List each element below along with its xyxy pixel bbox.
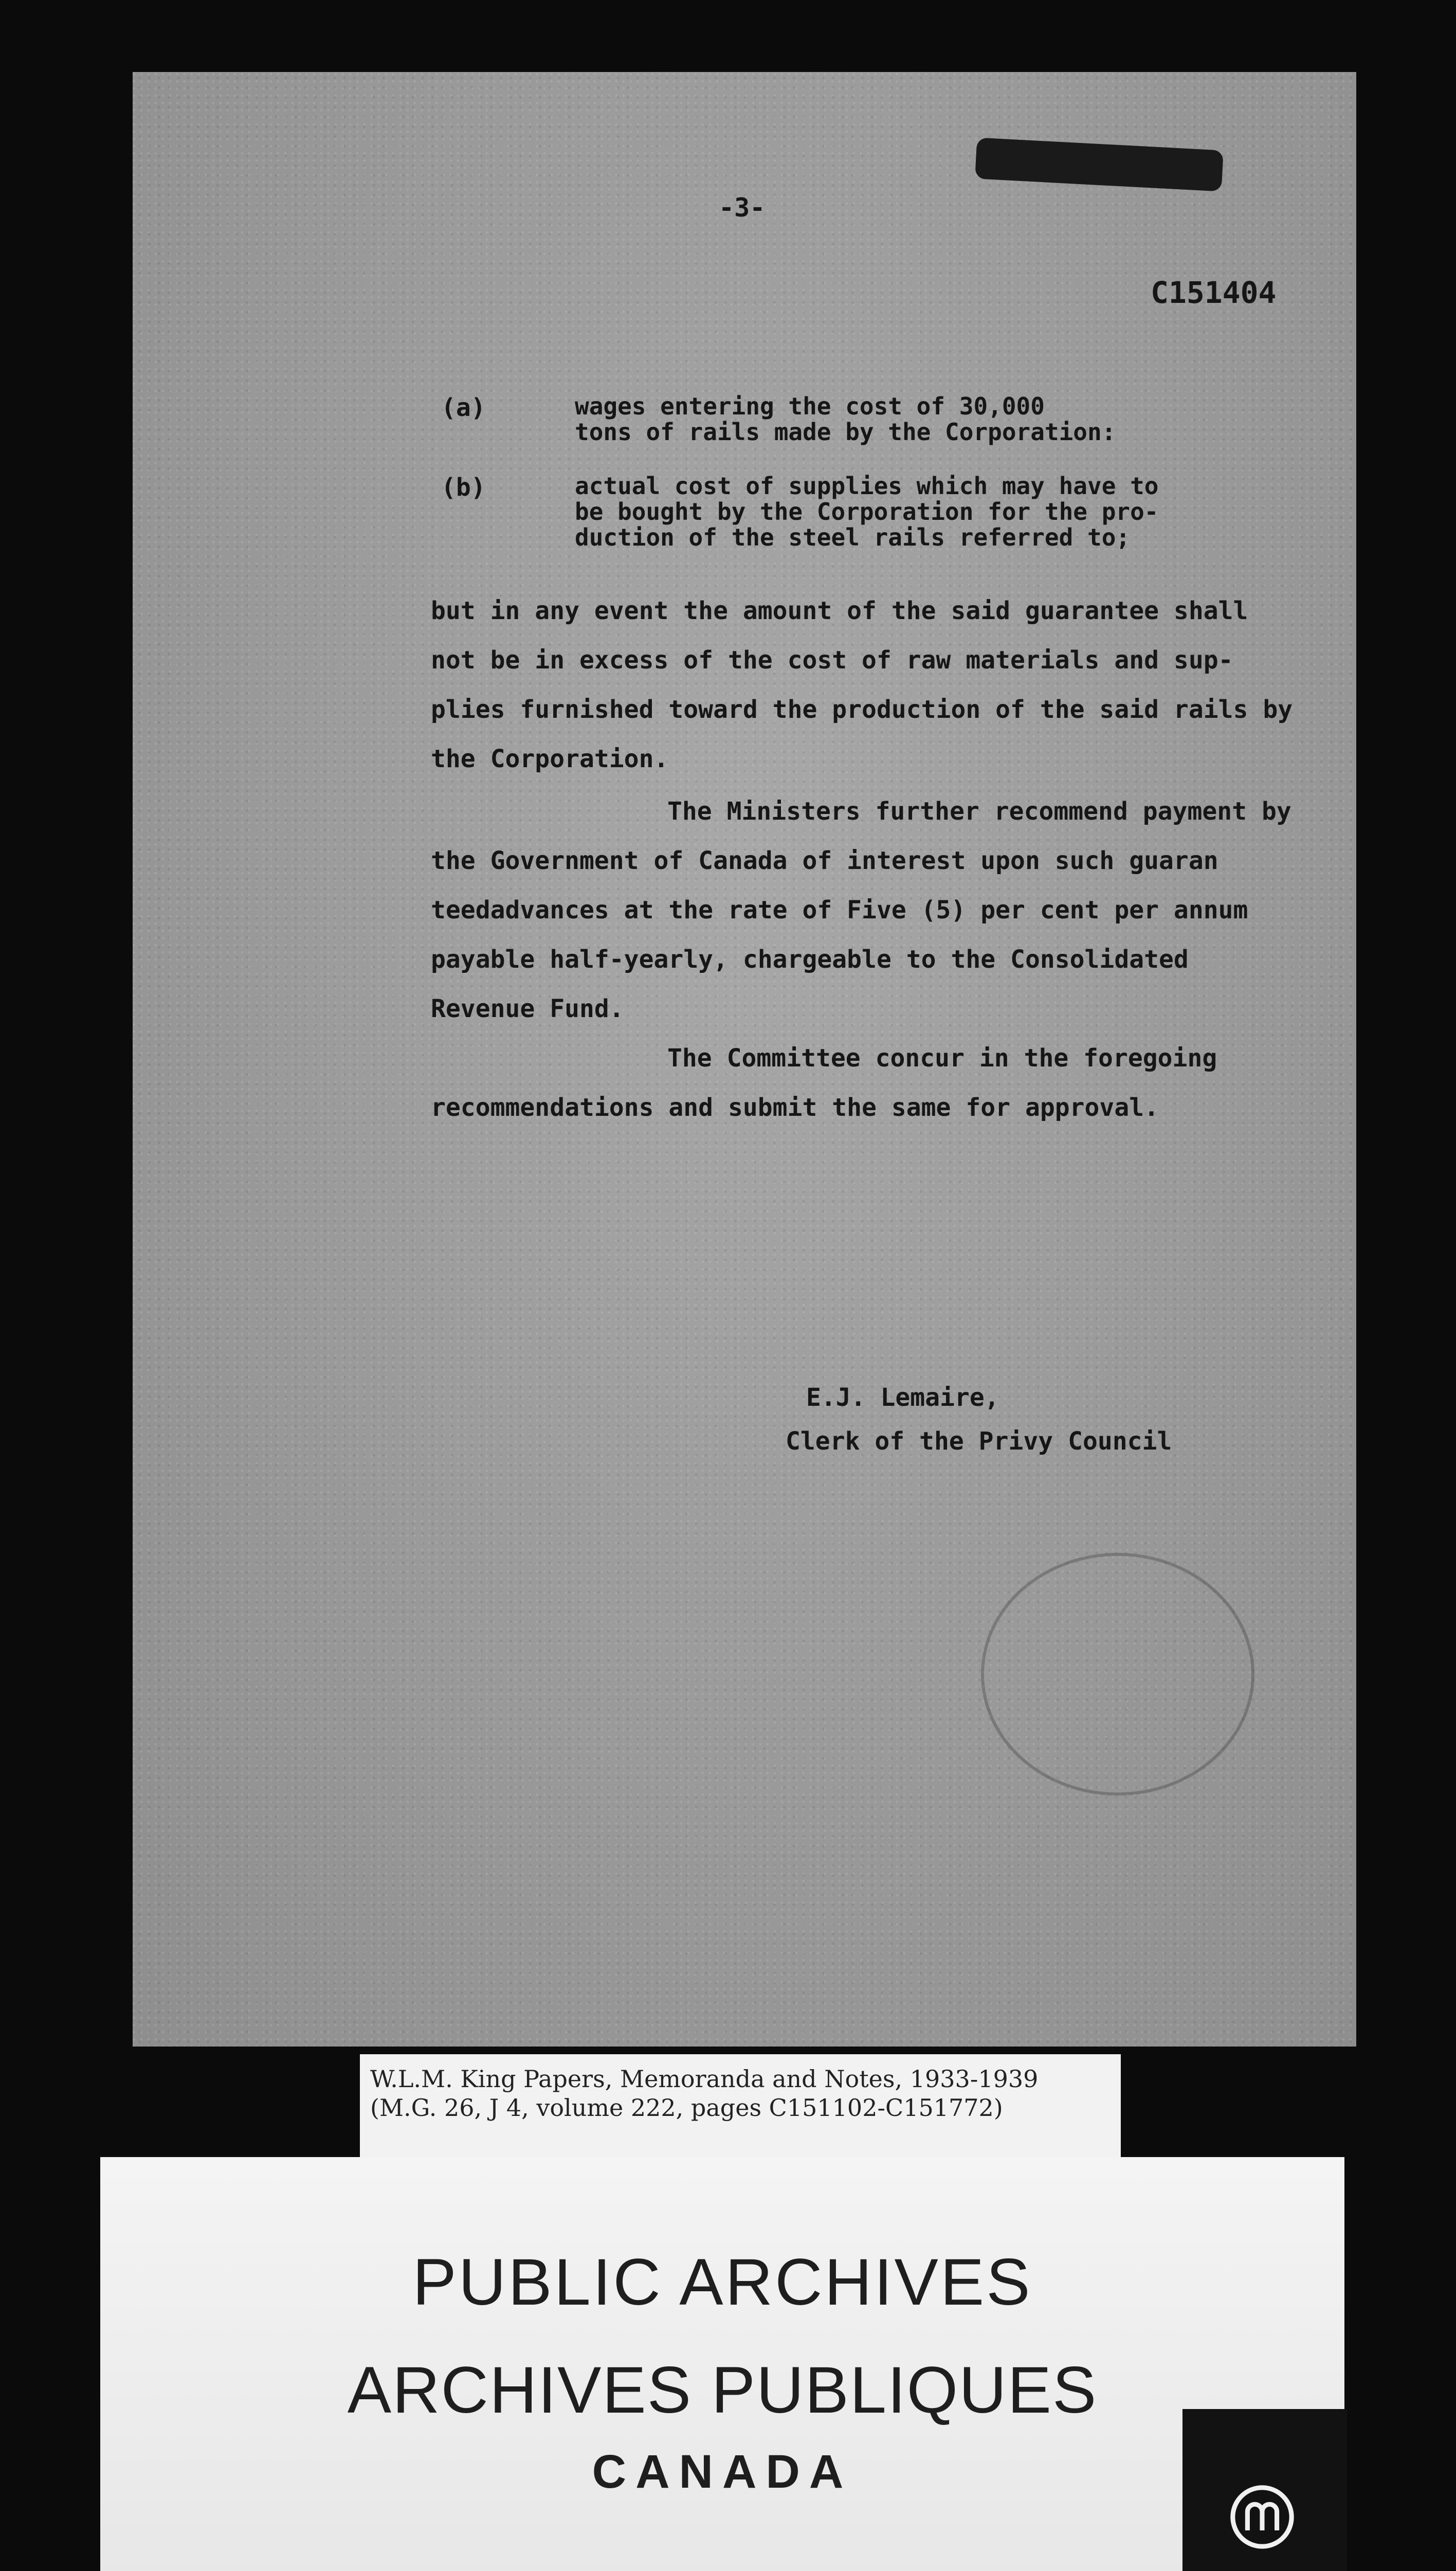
paragraph-guarantee-limit: but in any event the amount of the said guarantee shall not be in excess of the cost of raw materials and sup- plies furnished toward the production of the said rails by the Corporation. [431, 596, 1293, 773]
paragraph-committee-text: The Committee concur in the foregoing recommendations and submit the same for approval. [431, 1044, 1217, 1122]
archives-title-french: ARCHIVES PUBLIQUES [347, 2353, 1098, 2427]
item-text-a: wages entering the cost of 30,000 tons of rails made by the Corporation: [575, 392, 1116, 446]
document-page [133, 72, 1356, 2047]
privy-council-seal [981, 1553, 1254, 1796]
redacted-stamp: C [975, 137, 1224, 191]
item-label-b: (b) [441, 473, 486, 502]
signature-name: E.J. Lemaire, [806, 1383, 999, 1412]
document-id: C151404 [1151, 275, 1277, 310]
archives-country: CANADA [592, 2446, 853, 2498]
paragraph-interest-text: The Ministers further recommend payment by the Government of Canada of interest upon such guaran teedadvances at the rate of Five (5) per cent per annum payable half-yearly, chargeable to the Consolidated Revenue Fund. [431, 797, 1291, 1023]
archives-logo-icon [1229, 2484, 1296, 2550]
logo-tab [1182, 2409, 1347, 2571]
paragraph-interest [431, 787, 1305, 1034]
item-label-a: (a) [441, 393, 486, 422]
reference-line-1: W.L.M. King Papers, Memoranda and Notes, 1933-1939 [370, 2065, 1039, 2093]
archives-title-english: PUBLIC ARCHIVES [412, 2246, 1032, 2319]
reference-card [360, 2054, 1121, 2167]
item-text-b: actual cost of supplies which may have to be bought by the Corporation for the pro- duction of the steel rails referred to; [575, 472, 1159, 551]
signature-title: Clerk of the Privy Council [786, 1427, 1172, 1456]
page-number: -3- [719, 193, 766, 223]
archives-card [100, 2157, 1344, 2571]
reference-line-2: (M.G. 26, J 4, volume 222, pages C151102-C151772) [370, 2094, 1003, 2122]
paragraph-committee [431, 1034, 1305, 1132]
